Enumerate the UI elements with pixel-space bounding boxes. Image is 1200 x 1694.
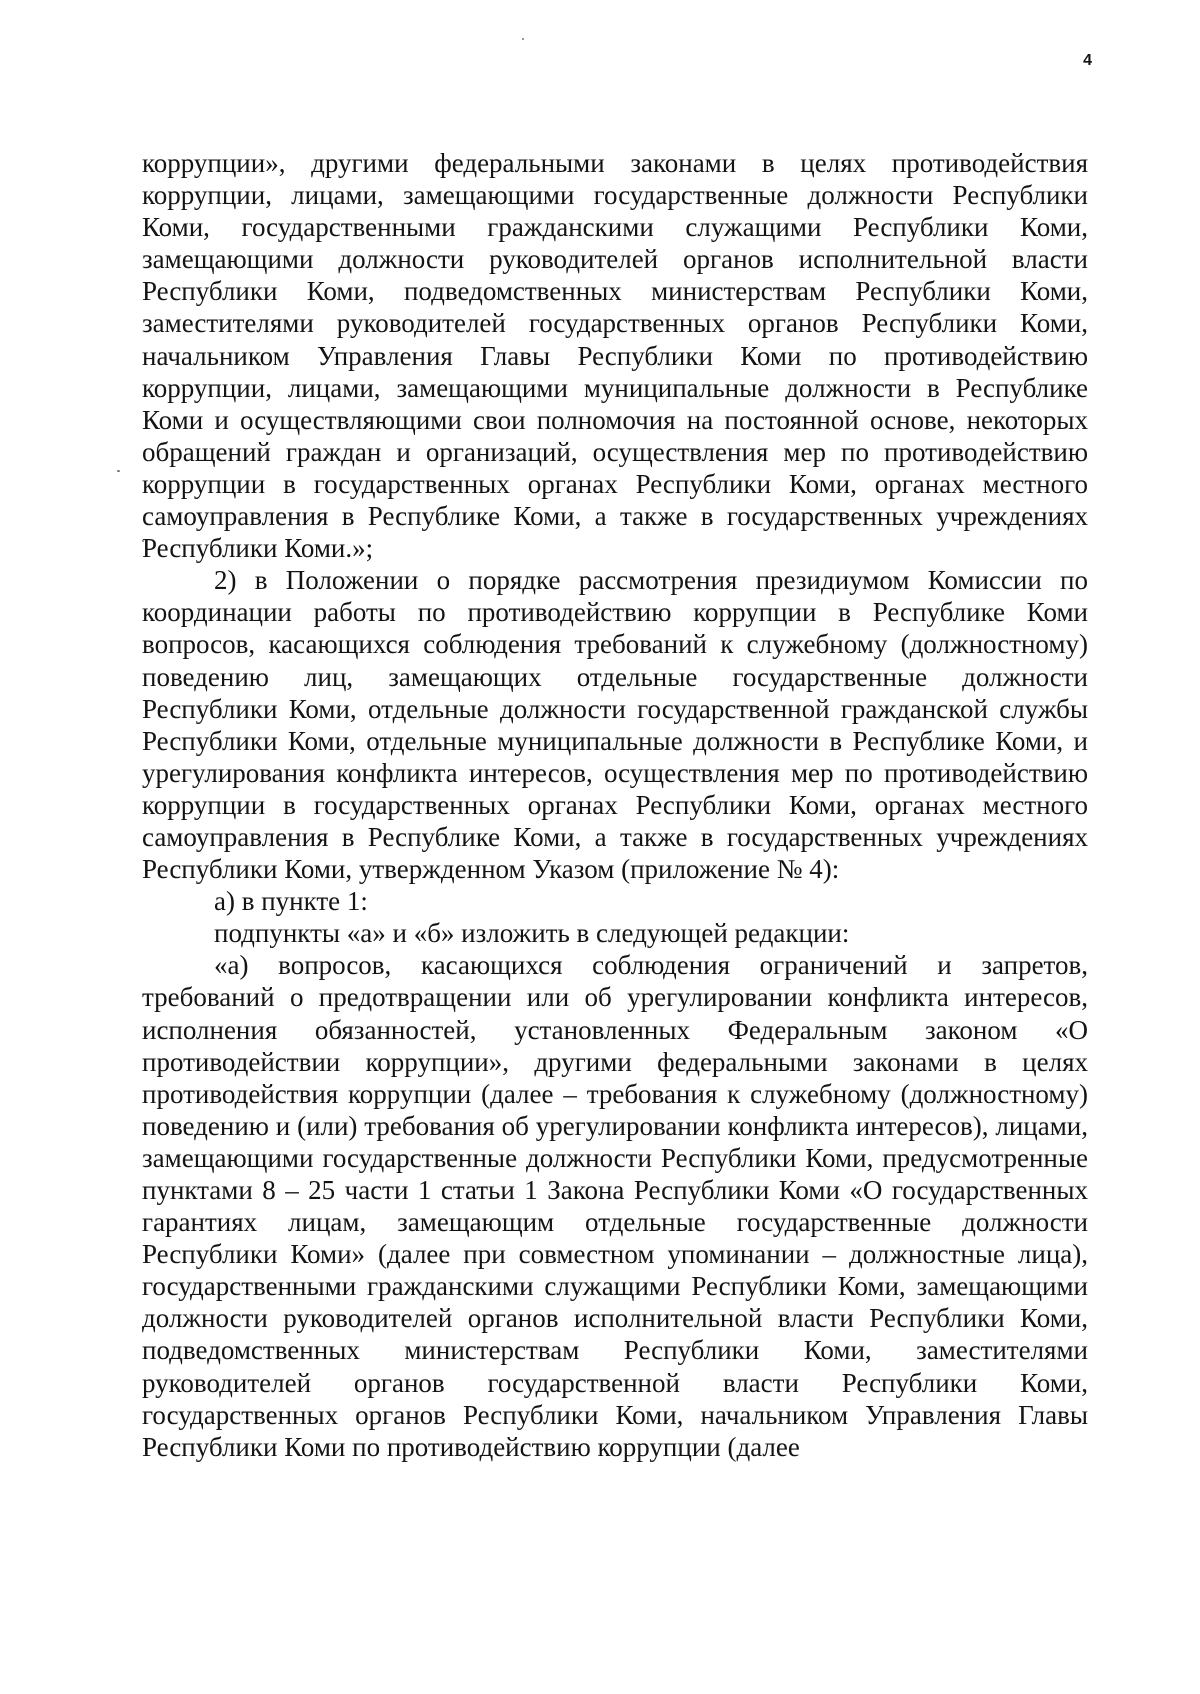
paragraph-continuation: коррупции», другими федеральными законами в целях противодействия коррупции, лицами, замещающими государственные должности Республики Коми, государственными гражданскими служащими Республики Коми, замещающими должности руководителей органов исполнительной власти Республики Коми, подведомственных министерствам Республики Коми, заместителями руководителей государственных органов Республики Коми, начальником Управления Главы Республики Коми по противодействию коррупции, лицами, замещающими муниципальные должности в Республике Коми и осуществляющими свои полномочия на постоянной основе, некоторых обращений граждан и организаций, осуществления мер по противодействию коррупции в государственных органах Республики Коми, органах местного самоуправления в Республике Коми, а также в государственных учреждениях Республики Коми.»; (142, 148, 1088, 564)
paragraph-subitems-intro: подпункты «а» и «б» изложить в следующей редакции: (214, 918, 850, 949)
paragraph-quoted-a: «а) вопросов, касающихся соблюдения ограничений и запретов, требований о предотвращении или об урегулировании конфликта интересов, исполнения обязанностей, установленных Федеральным законом «О противодействии коррупции», другими федеральными законами в целях противодействия коррупции (далее – требования к служебному (должностному) поведению и (или) требования об урегулировании конфликта интересов), лицами, замещающими государственные должности Республики Коми, предусмотренные пунктами 8 – 25 части 1 статьи 1 Закона Республики Коми «О государственных гарантиях лицам, замещающим отдельные государственные должности Республики Коми» (далее при совместном упоминании – должностные лица), государственными гражданскими служащими Республики Коми, замещающими должности руководителей органов исполнительной власти Республики Коми, подведомственных министерствам Республики Коми, заместителями руководителей органов государственной власти Республики Коми, государственных органов Республики Коми, начальником Управления Главы Республики Коми по противодействию коррупции (далее (142, 950, 1088, 1462)
paragraph-subitem-a: а) в пункте 1: (214, 886, 368, 917)
page-number: 4 (1083, 52, 1092, 69)
document-body (142, 147, 1088, 1463)
paragraph-item-2: 2) в Положении о порядке рассмотрения президиумом Комиссии по координации работы по противодействию коррупции в Республике Коми вопросов, касающихся соблюдения требований к служебному (должностному) поведению лиц, замещающих отдельные государственные должности Республики Коми, отдельные должности государственной гражданской службы Республики Коми, отдельные муниципальные должности в Республике Коми, и урегулирования конфликта интересов, осуществления мер по противодействию коррупции в государственных органах Республики Коми, органах местного самоуправления в Республике Коми, а также в государственных учреждениях Республики Коми, утвержденном Указом (приложение № 4): (142, 565, 1088, 885)
